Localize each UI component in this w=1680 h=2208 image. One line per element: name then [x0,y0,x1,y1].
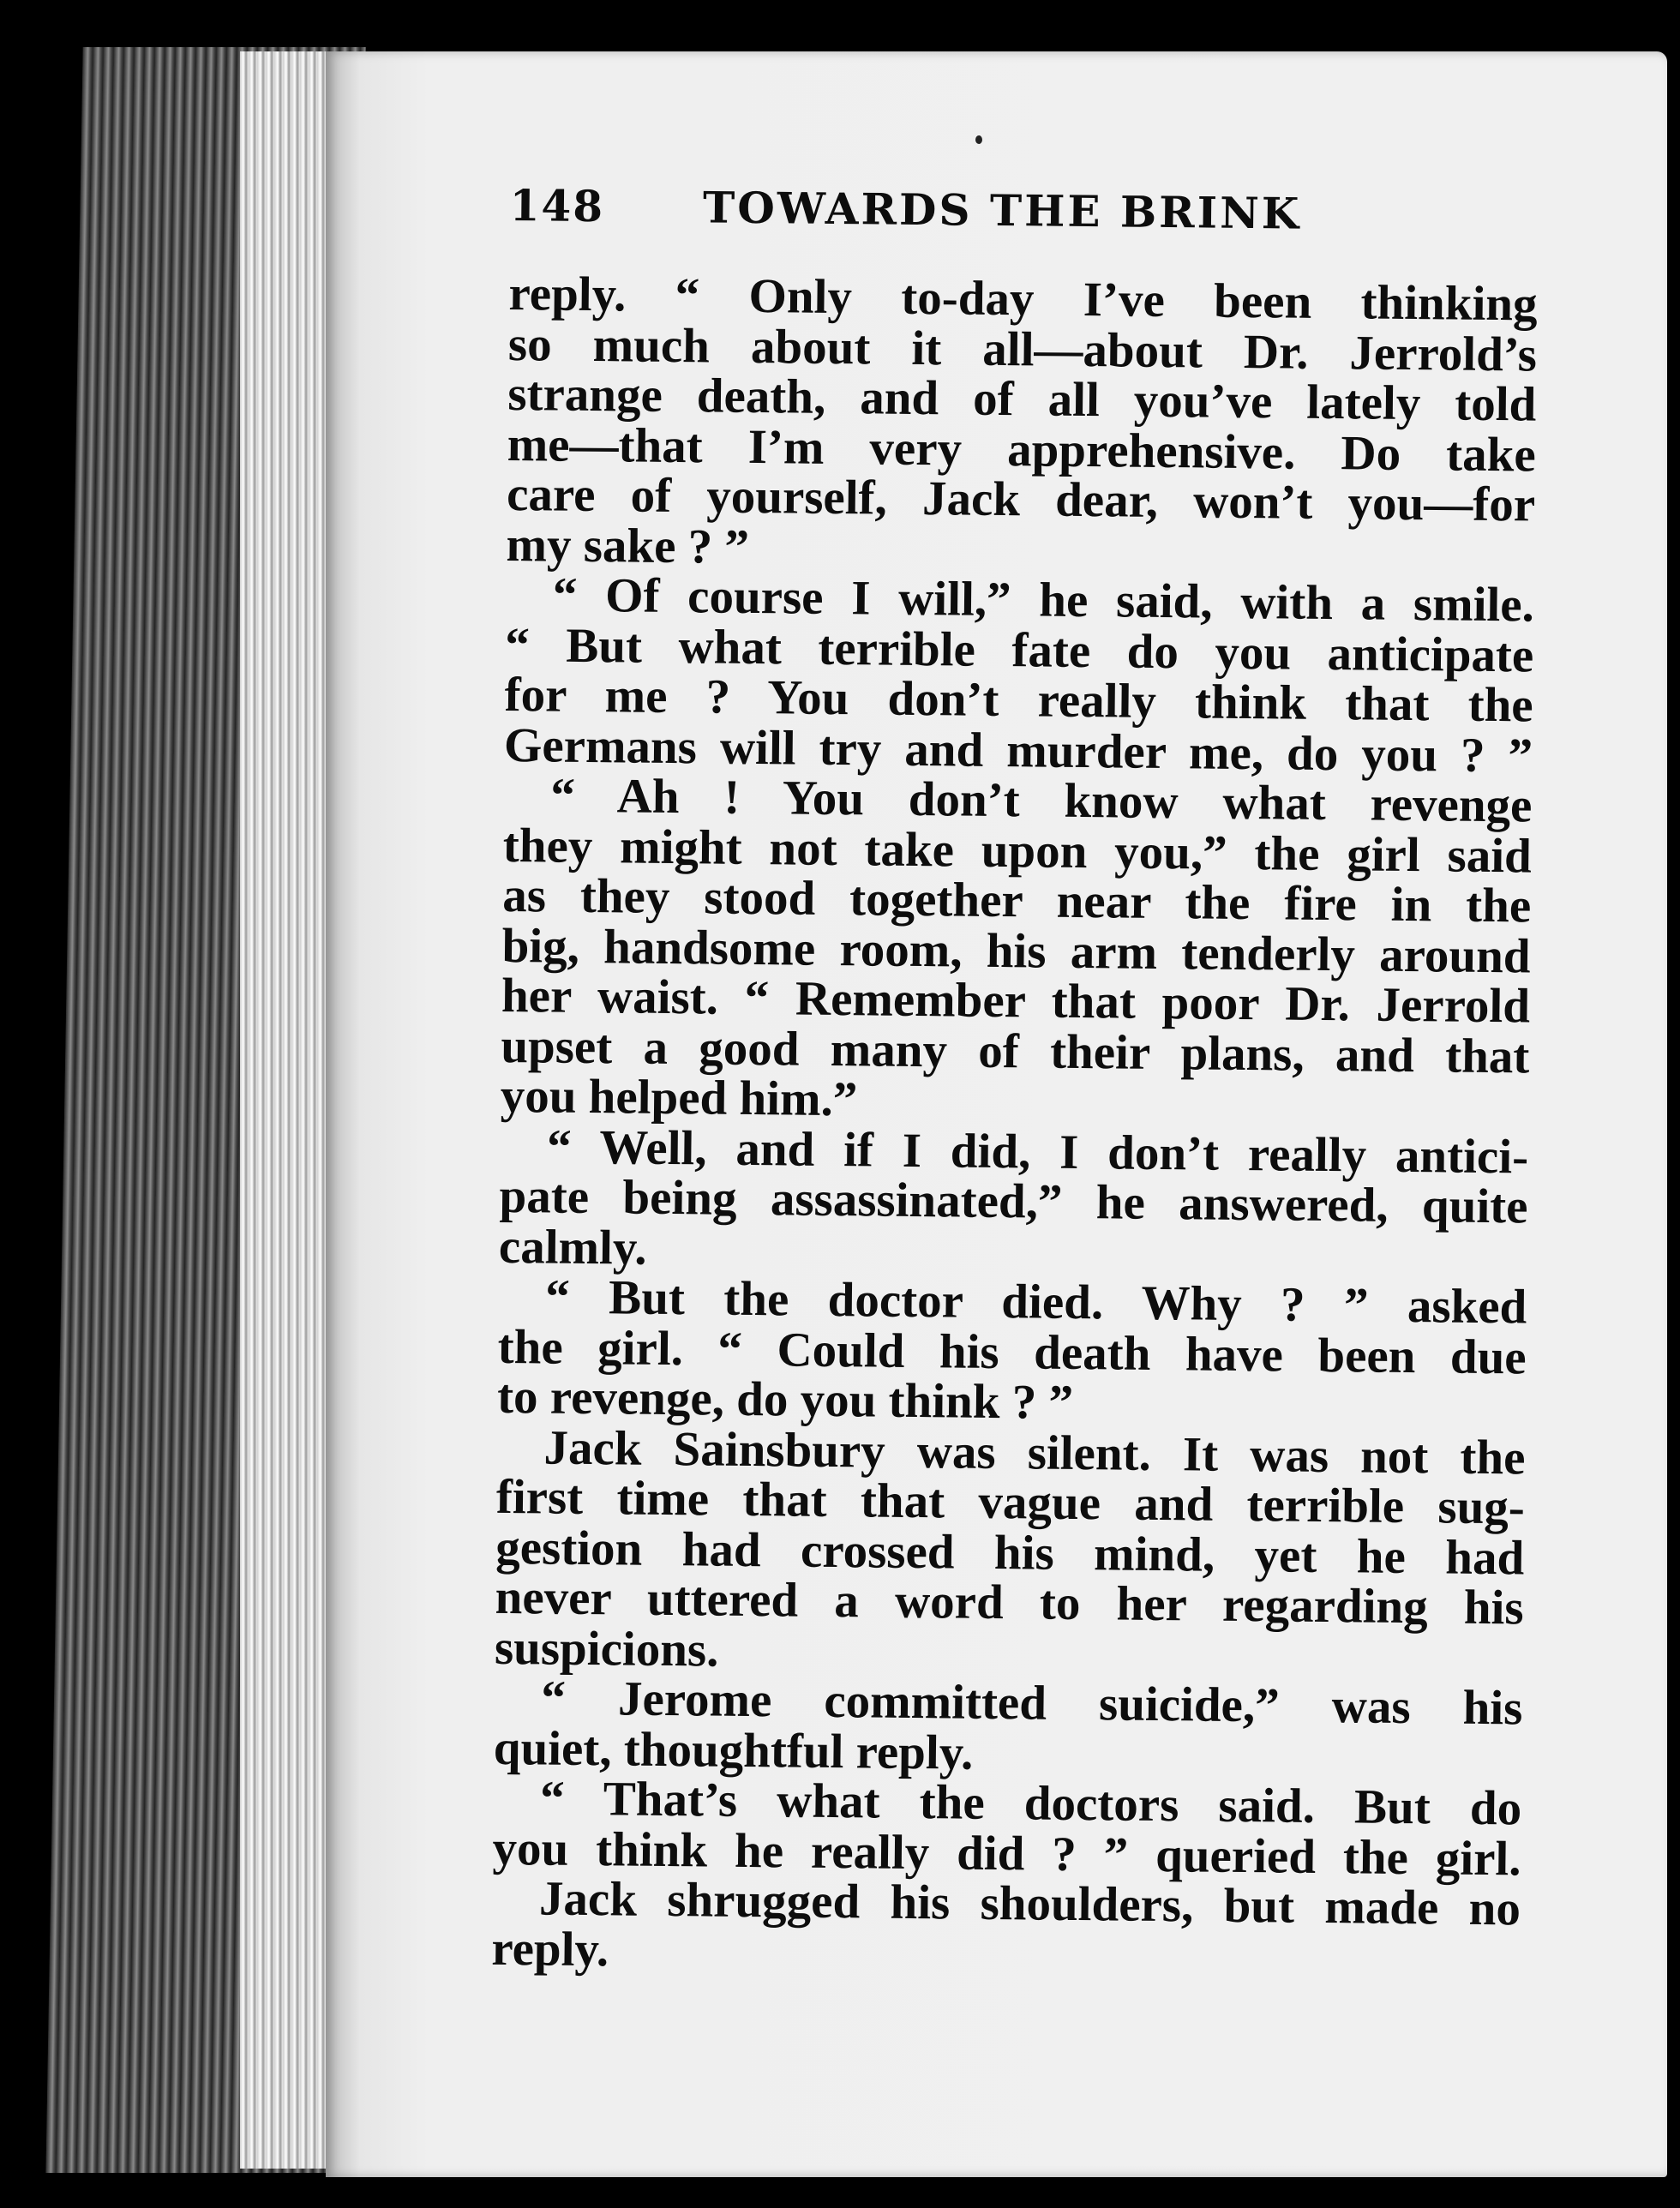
text-line: they might not take upon you,” the girl said [502,818,1533,884]
text-line: me—that I’m very apprehensive. Do take [507,417,1537,483]
page-text-block [491,180,1539,1984]
text-line: “ Jerome committed suicide,” was his [541,1671,1523,1736]
running-head [509,180,1539,243]
text-line: “ Ah ! You don’t know what revenge [550,768,1533,833]
text-line: gestion had crossed his mind, yet he had [495,1520,1525,1585]
text-line: the girl. “ Could his death have been due [497,1319,1527,1384]
text-line: big, handsome room, his arm tenderly around [501,918,1531,984]
text-line: upset a good many of their plans, and that [501,1018,1530,1084]
text-line: you think he really did ? ” queried the girl. [492,1821,1521,1886]
text-line: my sake ? ” [506,517,750,574]
text-line: quiet, thoughtful reply. [493,1720,974,1780]
text-line: so much about it all—about Dr. Jerrold’s [507,316,1538,382]
text-line: Jack Sainsbury was silent. It was not the [543,1419,1526,1485]
text-line: never uttered a word to her regarding his [495,1569,1524,1635]
text-line: “ That’s what the doctors said. But do [539,1771,1522,1836]
text-line: “ But the doctor died. Why ? ” asked [545,1269,1527,1335]
text-line: to revenge, do you think ? ” [496,1369,1074,1430]
text-line: “ But what terrible fate do you anticipate [504,617,1534,683]
text-line: suspicions. [494,1620,719,1677]
text-line: care of yourself, Jack dear, won’t you—for [506,466,1536,532]
page-number: 148 [509,180,605,232]
text-line: reply. “ Only to-day I’ve been thinking [508,266,1538,332]
text-line: pate being assassinated,” he answered, quite [499,1168,1528,1234]
running-title: TOWARDS THE BRINK [702,182,1302,239]
text-line: Germans will try and murder me, do you ? ” [503,717,1533,783]
text-line: as they stood together near the fire in the [501,867,1532,933]
text-line: for me ? You don’t really think that the [504,667,1533,733]
text-line: reply. [491,1921,609,1977]
text-line: her waist. “ Remember that poor Dr. Jerrold [501,968,1531,1034]
text-line: you helped him.” [500,1068,858,1127]
text-line: strange death, and of all you’ve lately told [507,366,1537,432]
book-page-edges-highlight [240,51,334,2169]
text-line: first time that that vague and terrible sug- [495,1469,1526,1535]
text-line: calmly. [498,1219,647,1275]
text-line: “ Of course I will,” he said, with a smile. [552,567,1535,633]
text-line: “ Well, and if I did, I don’t really antici- [546,1119,1529,1185]
ink-speck [975,135,982,144]
text-line: Jack shrugged his shoulders, but made no [538,1871,1521,1936]
